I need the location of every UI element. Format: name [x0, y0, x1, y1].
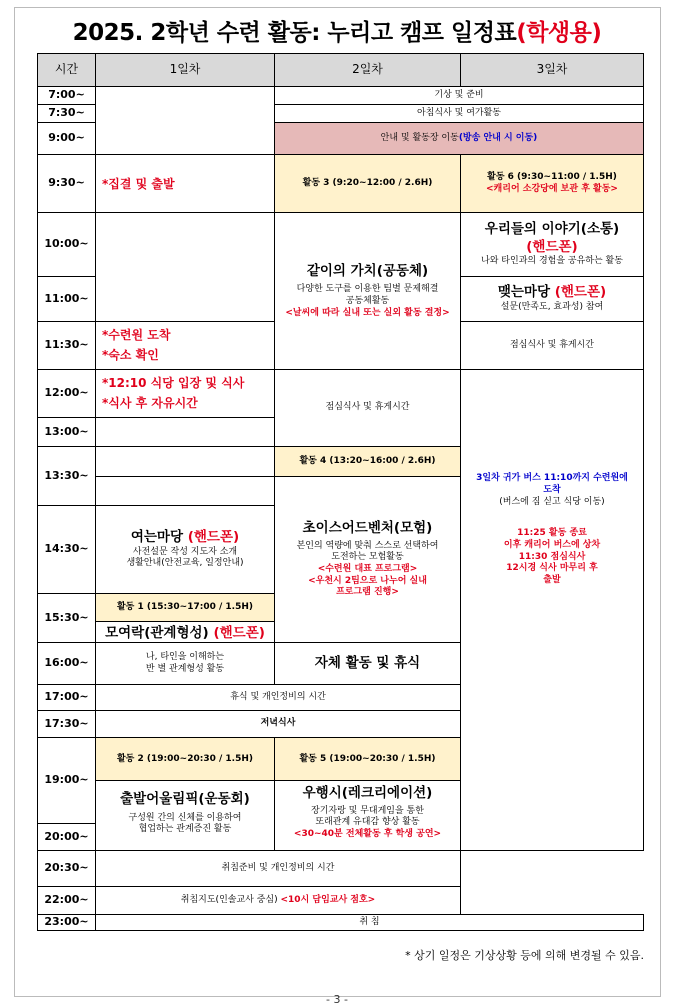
act6-header	[461, 155, 644, 213]
day1-empty-1300	[96, 418, 275, 447]
act5-note: <30~40분 전체활동 후 학생 공연>	[293, 828, 442, 839]
footnote: * 상기 일정은 기상상황 등에 의해 변경될 수 있음.	[405, 949, 644, 962]
act5-header: 활동 5 (19:00~20:30 / 1.5H)	[275, 738, 460, 781]
breakfast-cell: 아침식사 및 여가활동	[275, 105, 644, 123]
end-text2: 이후 캐리어 버스에 상차	[503, 540, 601, 550]
time-cell: 19:00~	[38, 738, 96, 824]
act2-desc1: 구성원 간의 신체를 이용하여	[128, 812, 242, 823]
sleep-cell: 취 침	[96, 915, 644, 931]
act4-note1: <수련원 대표 프로그램>	[317, 563, 418, 574]
time-cell: 20:30~	[38, 851, 96, 887]
day2-lunch-cell: 점심식사 및 휴게시간	[275, 370, 461, 447]
header-day1: 1일차	[96, 54, 275, 87]
act6-time: 활동 6 (9:30~11:00 / 1.5H)	[487, 171, 617, 182]
act6-cell	[461, 213, 644, 277]
sleep-guide-cell	[96, 887, 461, 915]
time-cell: 9:00~	[38, 123, 96, 155]
act5-desc2: 또래관계 유대감 향상 활동	[315, 817, 420, 828]
time-cell: 15:30~	[38, 594, 96, 643]
gather-text: *집결 및 출발	[102, 176, 175, 191]
open-desc2: 생활안내(안전교육, 일정안내)	[126, 558, 244, 569]
act4-note3: 프로그램 진행>	[336, 587, 399, 598]
act5-cell	[275, 738, 461, 851]
header-day3: 3일차	[461, 54, 644, 87]
end-text1: 11:25 활동 종료	[517, 528, 587, 539]
rest-cell: 휴식 및 개인정비의 시간	[96, 685, 461, 711]
act4-desc1: 본인의 역량에 맞춰 스스로 선택하여	[296, 540, 439, 551]
act3-desc1: 다양한 도구를 이용한 팀별 문제해결	[296, 284, 439, 295]
close-phone: (핸드폰)	[554, 284, 607, 301]
time-cell: 16:00~	[38, 643, 96, 685]
act5-name: 우행시(레크리에이션)	[302, 785, 433, 801]
lunch2-text: *식사 후 자유시간	[102, 395, 198, 410]
day1-empty-1330b	[96, 477, 275, 506]
time-cell: 13:30~	[38, 447, 96, 506]
time-cell: 11:30~	[38, 322, 96, 370]
act6-note: <캐리어 소강당에 보관 후 활동>	[486, 183, 618, 194]
act6-desc: 나와 타인과의 경험을 공유하는 활동	[481, 256, 623, 267]
close-name: 맺는마당	[497, 284, 550, 301]
act3-cell	[275, 213, 461, 370]
act3-note: <날씨에 따라 실내 또는 실외 활동 결정>	[285, 307, 450, 318]
day1-early-empty	[96, 87, 275, 155]
act6-name: 우리들의 이야기(소통)	[484, 221, 620, 238]
act6-phone: (핸드폰)	[526, 238, 578, 255]
sleep-guide-note: <10시 담임교사 점호>	[280, 894, 376, 905]
move-note: (방송 안내 시 이동)	[458, 132, 538, 143]
move-text: 안내 및 활동장 이동	[380, 132, 459, 143]
act3-desc2: 공동체활동	[345, 295, 390, 306]
open-name: 여는마당	[130, 529, 183, 546]
close-desc: 설문(만족도, 효과성) 참여	[500, 301, 604, 312]
day3-lunch-cell: 점심식사 및 휴게시간	[461, 322, 644, 370]
open-cell	[96, 506, 275, 594]
lunch-day1-cell	[96, 370, 275, 418]
schedule-table	[37, 53, 644, 931]
time-cell: 23:00~	[38, 915, 96, 931]
time-cell: 14:30~	[38, 506, 96, 594]
act2-name: 출발어울림픽(운동회)	[120, 791, 250, 807]
title-accent: (학생용)	[516, 20, 602, 46]
act1-desc1: 나, 타인을 이해하는	[145, 651, 225, 662]
time-cell: 12:00~	[38, 370, 96, 418]
act2-header: 활동 2 (19:00~20:30 / 1.5H)	[96, 738, 274, 781]
wake-cell: 기상 및 준비	[275, 87, 644, 105]
act1-name: 모여락(관계형성)	[105, 625, 209, 641]
header-time: 시간	[38, 54, 96, 87]
bed-prep-cell: 취침준비 및 개인정비의 시간	[96, 851, 461, 887]
header-row	[38, 54, 644, 87]
dinner-cell: 저녁식사	[96, 711, 461, 738]
bus-text3: (버스에 짐 싣고 식당 이동)	[499, 496, 605, 507]
lunch1-text: *12:10 식당 입장 및 식사	[102, 376, 245, 391]
header-day2: 2일차	[275, 54, 461, 87]
time-cell: 9:30~	[38, 155, 96, 213]
time-cell: 20:00~	[38, 824, 96, 851]
arrive-text: *수련원 도착	[102, 328, 171, 343]
act1-top-cell	[96, 594, 275, 643]
time-cell: 11:00~	[38, 277, 96, 322]
end-text5: 출발	[543, 575, 561, 586]
gather-cell	[96, 155, 275, 213]
act4-note2: <우천시 2팀으로 나누어 실내	[308, 575, 427, 586]
act4-desc2: 도전하는 모험활동	[331, 552, 404, 563]
act1-phone: (핸드폰)	[213, 625, 265, 641]
end-text3: 11:30 점심식사	[518, 551, 586, 562]
act5-desc1: 장기자랑 및 무대게임을 통한	[311, 805, 424, 816]
day1-morning-empty	[96, 213, 275, 322]
end-text4: 12시경 식사 마무리 후	[506, 563, 598, 574]
time-cell: 10:00~	[38, 213, 96, 277]
time-cell: 7:00~	[38, 87, 96, 105]
move-cell	[275, 123, 644, 155]
act3-name: 같이의 가치(공동체)	[306, 262, 429, 279]
room-text: *숙소 확인	[102, 347, 159, 362]
time-cell: 17:00~	[38, 685, 96, 711]
time-cell: 13:00~	[38, 418, 96, 447]
close-cell	[461, 277, 644, 322]
act4-cell	[275, 477, 461, 643]
bus-text2: 도착	[543, 484, 561, 495]
bus-cell	[461, 370, 644, 851]
time-cell: 17:30~	[38, 711, 96, 738]
page-title	[0, 14, 674, 47]
act1-cell	[96, 643, 275, 685]
page-number: - 3 -	[326, 993, 348, 1006]
time-cell: 22:00~	[38, 887, 96, 915]
act2-desc2: 협업하는 관계증진 활동	[138, 824, 232, 835]
title-main: 2025. 2학년 수련 활동: 누리고 캠프 일정표	[72, 20, 517, 46]
act4-header: 활동 4 (13:20~16:00 / 2.6H)	[275, 447, 461, 477]
day1-empty-1330a	[96, 447, 275, 477]
self-cell: 자체 활동 및 휴식	[275, 643, 461, 685]
open-desc1: 사전설문 작성 지도자 소개	[132, 546, 238, 557]
sleep-guide-text: 취침지도(인솔교사 중심)	[180, 894, 278, 905]
bus-text1: 3일차 귀가 버스 11:10까지 수련원에	[476, 473, 628, 484]
time-cell: 7:30~	[38, 105, 96, 123]
act3-header: 활동 3 (9:20~12:00 / 2.6H)	[275, 155, 461, 213]
arrive-cell	[96, 322, 275, 370]
open-phone: (핸드폰)	[187, 529, 240, 546]
act2-cell	[96, 738, 275, 851]
act1-desc2: 반 별 관계형성 활동	[145, 663, 225, 674]
act1-header: 활동 1 (15:30~17:00 / 1.5H)	[96, 594, 274, 622]
act4-name: 초이스어드벤처(모험)	[302, 520, 433, 536]
